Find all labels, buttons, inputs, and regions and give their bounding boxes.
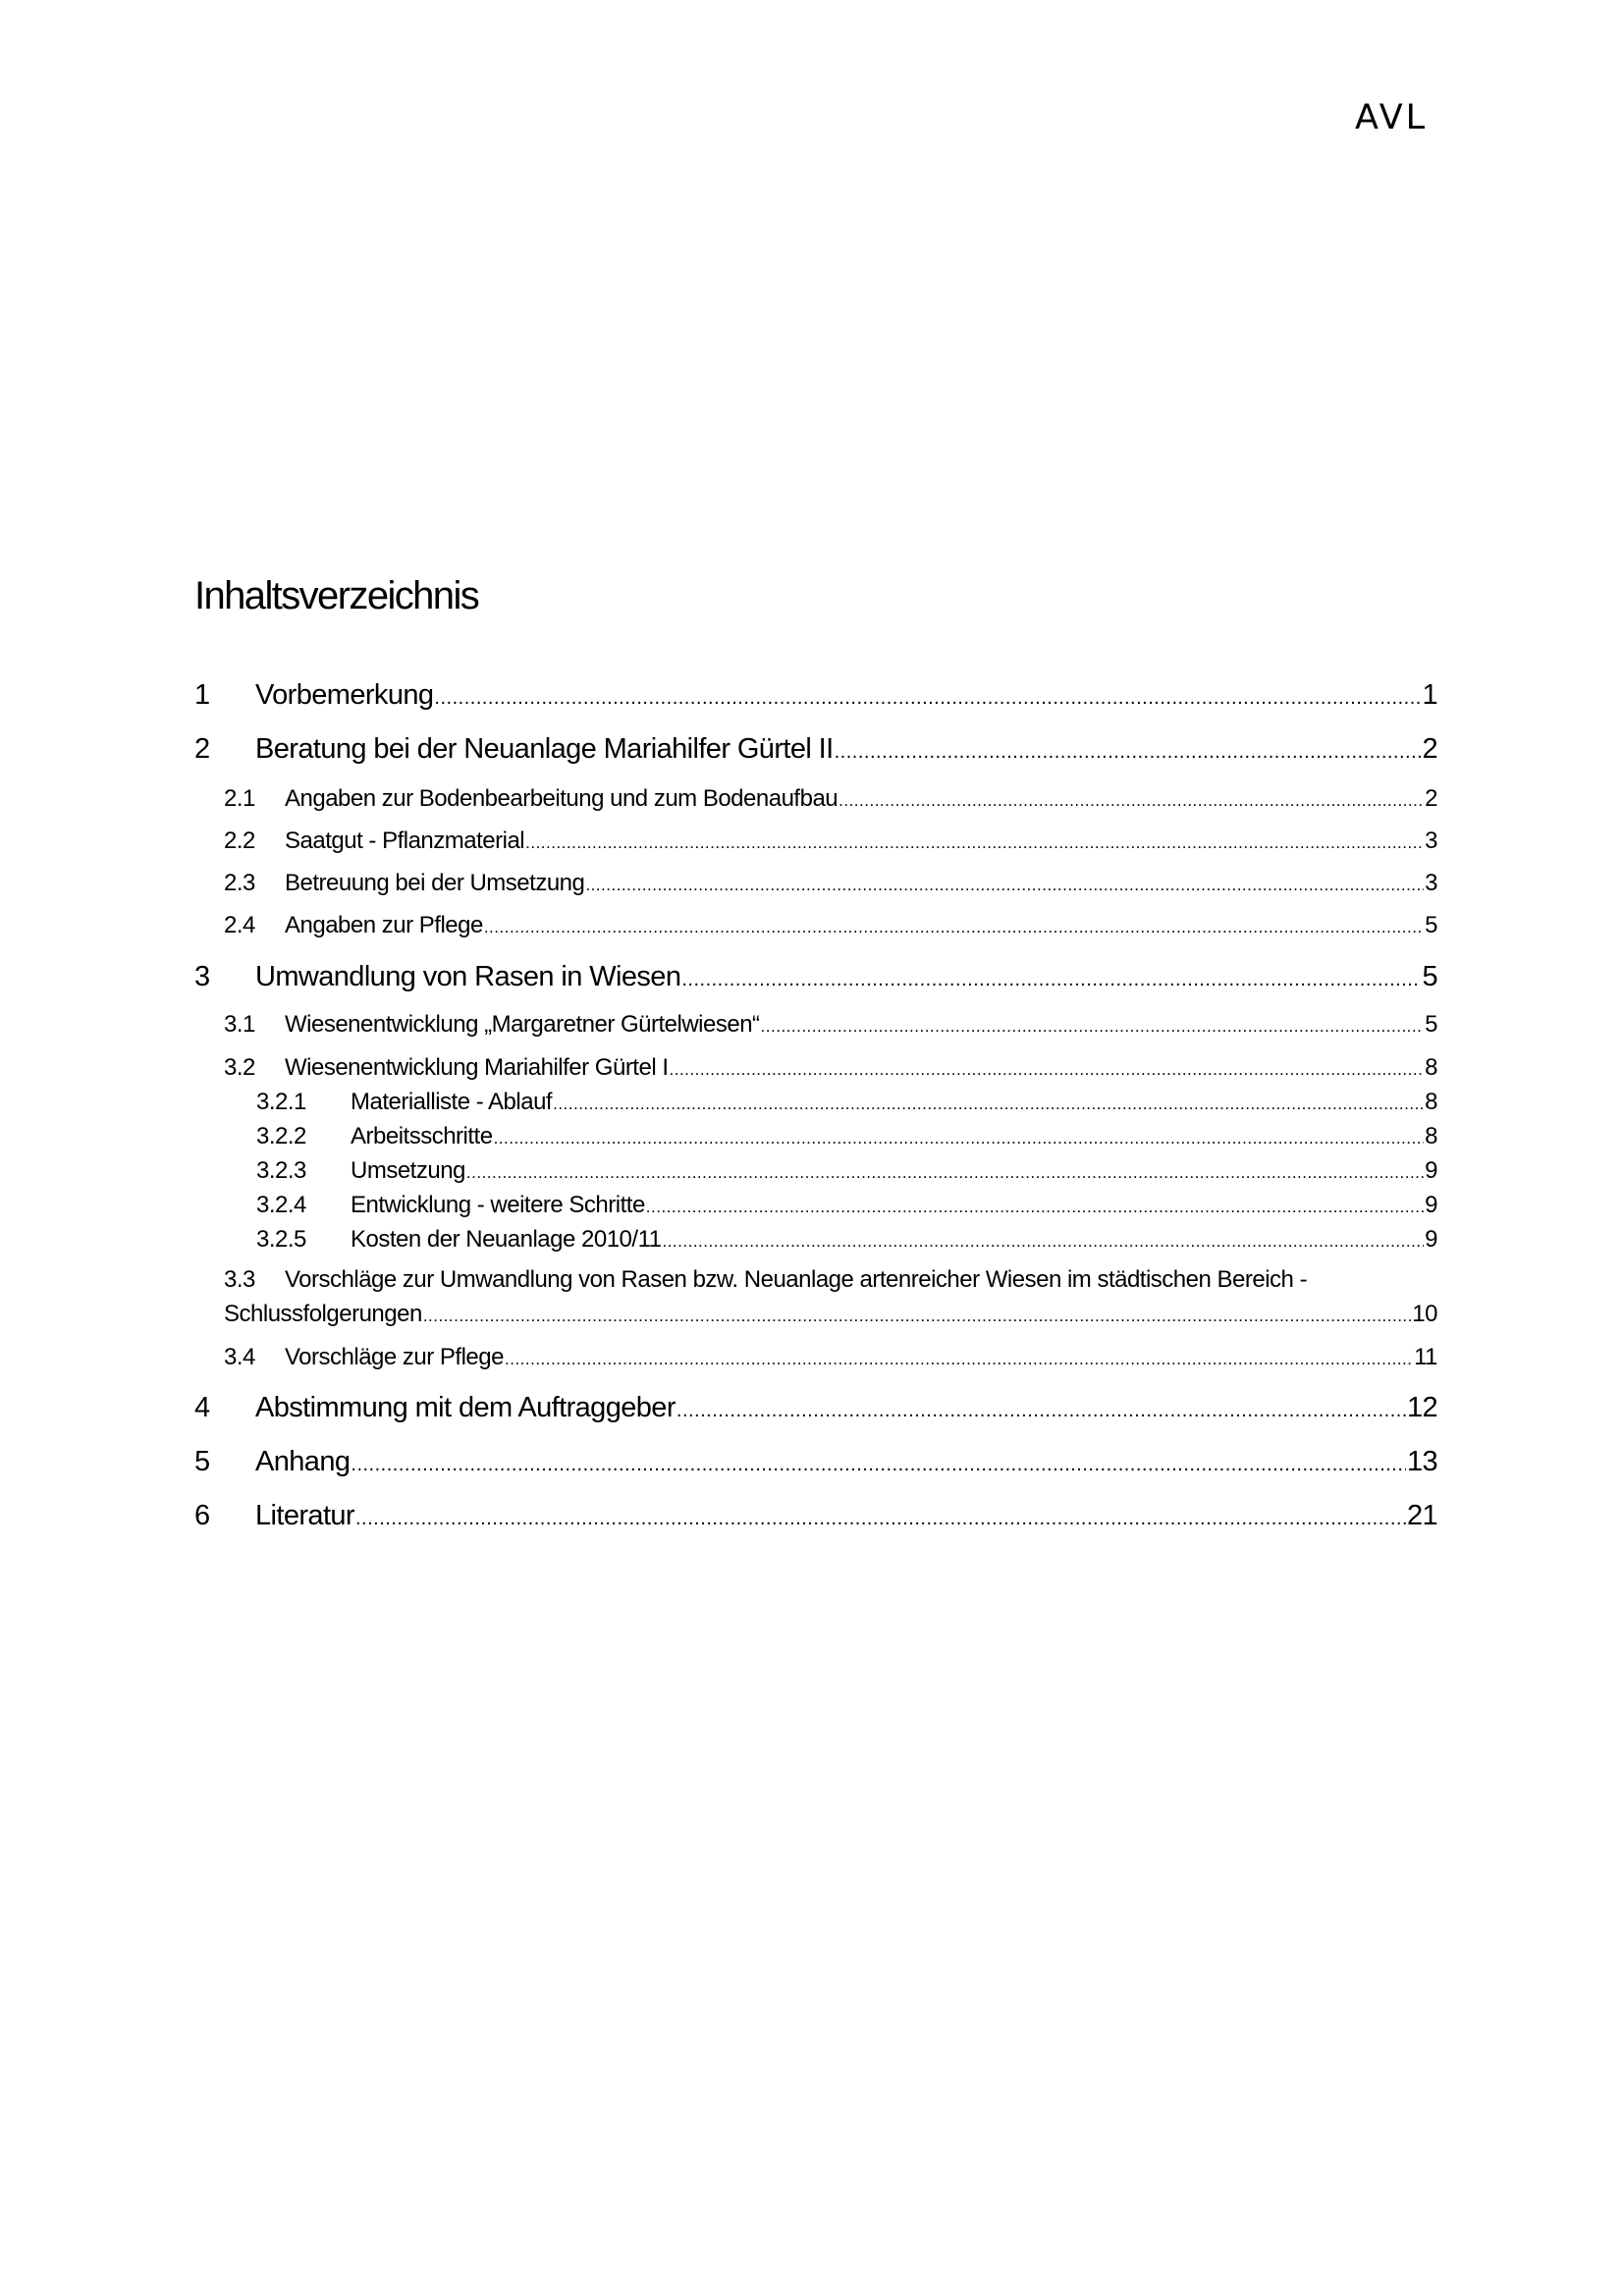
toc-entry-number: 4	[194, 1392, 210, 1423]
toc-entry-number: 3.2.5	[256, 1226, 306, 1253]
toc-dot-leader	[525, 833, 1424, 853]
toc-entry-page: 8	[1425, 1123, 1437, 1149]
toc-entry-title: Arbeitsschritte	[351, 1123, 493, 1149]
toc-entry-title: Angaben zur Pflege	[285, 912, 483, 938]
toc-dot-leader	[484, 918, 1424, 937]
toc-dot-leader	[423, 1307, 1411, 1326]
toc-entry-number: 2.4	[224, 912, 255, 938]
toc-entry-4[interactable]	[194, 1392, 1437, 1424]
toc-entry-3-2-2[interactable]	[256, 1123, 1437, 1150]
toc-entry-number: 2.3	[224, 870, 255, 896]
toc-entry-title: Umsetzung	[351, 1157, 465, 1184]
toc-dot-leader	[466, 1163, 1424, 1183]
toc-entry-title: Angaben zur Bodenbearbeitung und zum Bodenaufbau	[285, 785, 839, 812]
toc-entry-2[interactable]	[194, 733, 1437, 766]
toc-dot-leader	[646, 1198, 1424, 1217]
toc-entry-number: 2.2	[224, 828, 255, 854]
toc-entry-page: 3	[1425, 870, 1437, 896]
toc-entry-title: Vorschläge zur Pflege	[285, 1344, 504, 1370]
toc-entry-2-4[interactable]	[224, 912, 1437, 939]
toc-entry-page: 21	[1406, 1500, 1437, 1531]
toc-entry-number: 3.1	[224, 1011, 255, 1038]
toc-entry-title: Umwandlung von Rasen in Wiesen	[255, 961, 681, 992]
toc-entry-title: Saatgut - Pflanzmaterial	[285, 828, 525, 854]
toc-dot-leader	[670, 1060, 1425, 1080]
toc-entry-3-2[interactable]	[224, 1054, 1437, 1082]
toc-entry-page: 9	[1425, 1192, 1437, 1218]
toc-entry-page: 1	[1422, 679, 1437, 711]
toc-dot-leader	[761, 1017, 1425, 1037]
toc-entry-3-2-5[interactable]	[256, 1226, 1437, 1254]
toc-entry-page: 8	[1425, 1089, 1437, 1115]
toc-entry-page: 2	[1422, 733, 1437, 765]
toc-dot-leader	[553, 1095, 1424, 1114]
toc-entry-page: 5	[1425, 912, 1437, 938]
toc-entry-number: 2.1	[224, 785, 255, 812]
toc-entry-title: Literatur	[255, 1500, 354, 1531]
toc-entry-2-1[interactable]	[224, 785, 1437, 813]
toc-entry-number: 3.2.3	[256, 1157, 306, 1184]
toc-entry-3-3[interactable]	[224, 1266, 1437, 1294]
toc-entry-title: Materialliste - Ablauf	[351, 1089, 553, 1115]
toc-entry-title: Anhang	[255, 1446, 351, 1477]
toc-dot-leader	[505, 1350, 1413, 1369]
toc-entry-3-2-4[interactable]	[256, 1192, 1437, 1219]
company-logo: AVL	[1355, 98, 1429, 137]
toc-dot-leader	[355, 1508, 1406, 1530]
toc-entry-title: Kosten der Neuanlage 2010/11	[351, 1226, 662, 1253]
toc-entry-3[interactable]	[194, 961, 1437, 993]
toc-entry-number: 3.4	[224, 1344, 255, 1370]
toc-entry-page: 3	[1425, 828, 1437, 854]
toc-entry-title: Beratung bei der Neuanlage Mariahilfer Gürtel II	[255, 733, 834, 765]
toc-entry-title: Betreuung bei der Umsetzung	[285, 870, 585, 896]
toc-entry-number: 3.2.2	[256, 1123, 306, 1149]
toc-entry-title: Abstimmung mit dem Auftraggeber	[255, 1392, 676, 1423]
toc-dot-leader	[351, 1454, 1406, 1476]
toc-dot-leader	[839, 791, 1424, 811]
toc-dot-leader	[585, 876, 1424, 895]
toc-entry-title: Wiesenentwicklung Mariahilfer Gürtel I	[285, 1054, 669, 1081]
toc-entry-3-3-continued[interactable]	[224, 1301, 1437, 1328]
toc-entry-page: 9	[1425, 1226, 1437, 1253]
toc-title: Inhaltsverzeichnis	[194, 574, 479, 617]
toc-entry-page: 5	[1425, 1011, 1437, 1038]
toc-entry-title: Wiesenentwicklung „Margaretner Gürtelwiesen“	[285, 1011, 760, 1038]
toc-dot-leader	[681, 969, 1421, 991]
toc-entry-page: 10	[1412, 1301, 1437, 1327]
toc-entry-3-2-1[interactable]	[256, 1089, 1437, 1116]
toc-entry-5[interactable]	[194, 1446, 1437, 1478]
toc-entry-page: 5	[1422, 961, 1437, 992]
toc-entry-number: 3	[194, 961, 210, 992]
toc-entry-page: 12	[1406, 1392, 1437, 1423]
toc-dot-leader	[662, 1232, 1424, 1252]
toc-entry-number: 2	[194, 733, 210, 765]
toc-dot-leader	[434, 687, 1421, 710]
toc-entry-page: 13	[1406, 1446, 1437, 1477]
toc-entry-number: 1	[194, 679, 210, 711]
toc-entry-3-2-3[interactable]	[256, 1157, 1437, 1185]
toc-entry-3-1[interactable]	[224, 1011, 1437, 1039]
toc-entry-page: 9	[1425, 1157, 1437, 1184]
toc-entry-6[interactable]	[194, 1500, 1437, 1532]
toc-entry-title-continued: Schlussfolgerungen	[224, 1301, 422, 1327]
toc-entry-number: 5	[194, 1446, 210, 1477]
toc-dot-leader	[494, 1129, 1425, 1148]
toc-entry-page: 8	[1425, 1054, 1437, 1081]
toc-entry-number: 3.3	[224, 1266, 255, 1293]
toc-entry-2-2[interactable]	[224, 828, 1437, 855]
toc-entry-1[interactable]	[194, 679, 1437, 712]
toc-entry-number: 3.2.1	[256, 1089, 306, 1115]
toc-entry-page: 11	[1414, 1344, 1437, 1370]
toc-entry-title: Entwicklung - weitere Schritte	[351, 1192, 645, 1218]
toc-entry-2-3[interactable]	[224, 870, 1437, 897]
toc-entry-number: 3.2	[224, 1054, 255, 1081]
toc-dot-leader	[676, 1400, 1406, 1422]
toc-entry-3-4[interactable]	[224, 1344, 1437, 1371]
toc-entry-number: 6	[194, 1500, 210, 1531]
toc-entry-number: 3.2.4	[256, 1192, 306, 1218]
toc-entry-title: Vorbemerkung	[255, 679, 434, 711]
toc-entry-page: 2	[1425, 785, 1437, 812]
toc-entry-title: Vorschläge zur Umwandlung von Rasen bzw. Neuanlage artenreicher Wiesen im städtischen Bereich -	[285, 1266, 1308, 1293]
toc-dot-leader	[835, 741, 1422, 764]
